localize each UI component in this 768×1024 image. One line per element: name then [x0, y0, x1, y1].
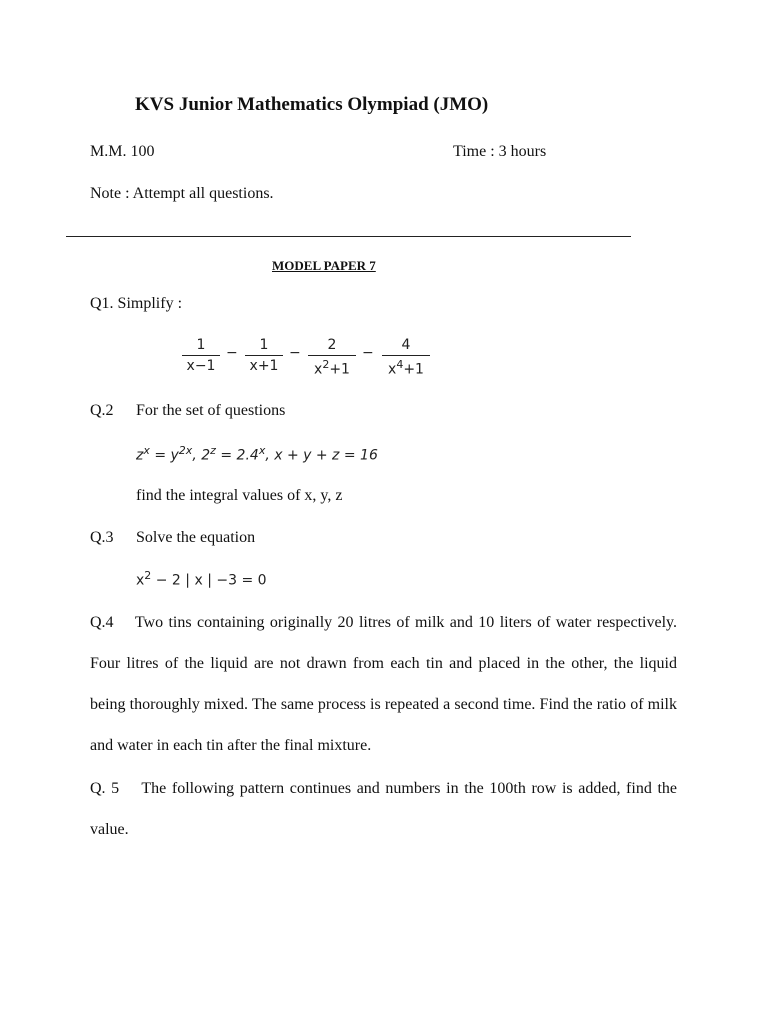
fraction-2: 1 x+1 — [245, 337, 283, 374]
divider-line — [66, 236, 631, 237]
fraction-4: 4 $x^4+1$ — [382, 337, 430, 378]
model-paper-label: MODEL PAPER 7 — [272, 258, 376, 273]
q5-number: Q. 5 — [90, 780, 120, 797]
minus-operator: − — [226, 345, 238, 361]
q2-equation: $z^x = y^{2x}$, $2^z = 2.4^x$, x + y + z = 16 — [136, 444, 378, 464]
q2-followup: find the integral values of x, y, z — [136, 487, 343, 504]
q3-number: Q.3 — [90, 529, 114, 546]
paper-title: KVS Junior Mathematics Olympiad (JMO) — [135, 94, 489, 115]
q1-label: Q1. Simplify : — [90, 295, 183, 312]
q2-number: Q.2 — [90, 402, 114, 419]
q4-text: Two tins containing originally 20 litres of milk and 10 liters of water respectively. Four litres of the liquid are not drawn from each tin and placed in the other, the liquid being thoroughly mixed. The same process is repeated a second time. Find the ratio of milk and water in each tin after the final mixture. — [90, 614, 677, 754]
fraction-1: 1 x−1 — [182, 337, 220, 374]
minus-operator: − — [289, 345, 301, 361]
max-marks: M.M. 100 — [90, 143, 155, 160]
q5-paragraph — [90, 768, 677, 850]
fraction-3: 2 $x^2+1$ — [308, 337, 356, 378]
instructions-note: Note : Attempt all questions. — [90, 185, 274, 202]
minus-operator: − — [362, 345, 374, 361]
time-limit: Time : 3 hours — [453, 143, 547, 160]
q3-equation: $x^2 - 2$ | x | −3 = 0 — [136, 569, 267, 589]
q4-number: Q.4 — [90, 614, 114, 631]
q2-text: For the set of questions — [136, 402, 286, 419]
q5-text: The following pattern continues and numbers in the 100th row is added, find the value. — [90, 780, 678, 838]
q3-text: Solve the equation — [136, 529, 256, 546]
q4-paragraph — [90, 602, 677, 766]
